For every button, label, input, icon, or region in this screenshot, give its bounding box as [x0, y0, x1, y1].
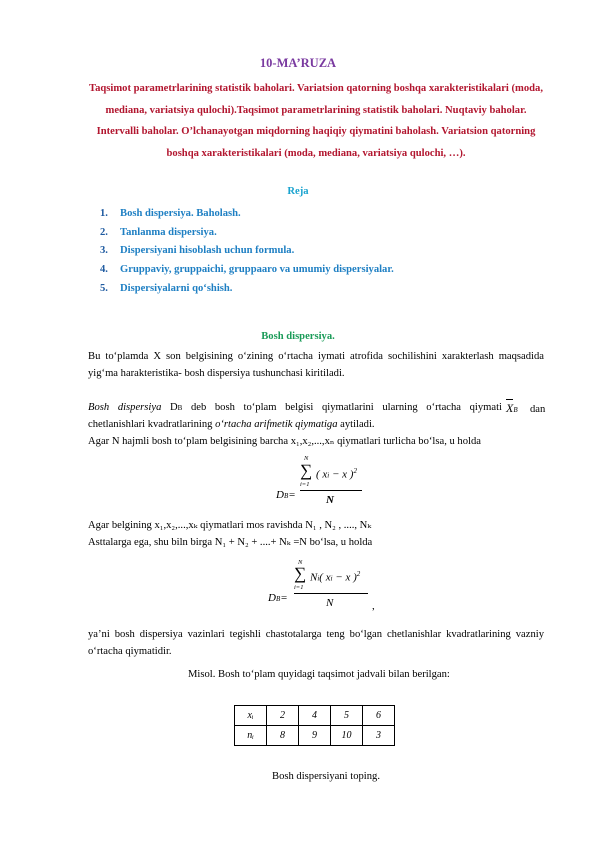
paragraph-definition-line2: chetlanishlari kvadratlarining o‘rtacha arifmetik qiymatiga aytiladi.: [88, 419, 375, 430]
formula1-denominator: N: [326, 494, 334, 506]
plan-heading: Reja: [287, 186, 309, 197]
fraction-bar: [294, 593, 368, 594]
plan-item: 4. Gruppaviy, gruppaichi, gruppaaro va umumiy dispersiyalar.: [100, 264, 394, 276]
formula2-sum-top: N: [298, 559, 303, 566]
table-cell: 6: [363, 706, 395, 726]
sum-icon: ∑: [300, 461, 313, 480]
table-cell: 8: [267, 726, 299, 746]
paragraph-condition: Agar N hajmli bosh to‘plam belgisining barcha x₁,x₂,...,xₙ qiymatlari turlicha bo‘lsa, u holda: [88, 436, 481, 447]
section-heading: Bosh dispersiya.: [261, 331, 335, 342]
distribution-table: [234, 705, 395, 746]
formula2-comma: ,: [372, 600, 375, 612]
paragraph-task: Bosh dispersiyani toping.: [272, 771, 380, 782]
table-cell-label: xᵢ: [235, 706, 267, 726]
fraction-bar: [300, 490, 362, 491]
formula1-sum-bottom: i=1: [300, 481, 310, 488]
formula2-numerator: Ni( xi − x )$^2$: [310, 570, 361, 584]
mean-symbol: XB: [506, 401, 518, 415]
sum-icon: ∑: [294, 564, 307, 583]
plan-item: 1. Bosh dispersiya. Baholash.: [100, 208, 241, 219]
plan-list: [100, 205, 394, 299]
table-cell: 2: [267, 706, 299, 726]
formula1-numerator: ( xi − x )$^2$: [316, 467, 357, 481]
paragraph-example: Misol. Bosh to‘plam quyidagi taqsimot jadvali bilan berilgan:: [188, 669, 450, 680]
formula1-lhs: DB=: [276, 489, 296, 501]
plan-item: 2. Tanlanma dispersiya.: [100, 226, 217, 238]
formula2-denominator: N: [326, 597, 334, 609]
formula1-sum-top: N: [304, 455, 309, 462]
plan-item: 3. Dispersiyani hisoblash uchun formula.: [100, 245, 295, 257]
definition-end: dan: [530, 404, 546, 415]
formula2-sum-bottom: i=1: [294, 584, 304, 591]
paragraph-frequencies: Agar belgining x₁,x₂,...,xₖ qiymatlari mos ravishda N₁ , N₂ , ...., Nₖ: [88, 520, 372, 531]
lecture-subtitle: Taqsimot parametrlarining statistik baholari. Variatsion qatorning boshqa xarakteristikalari (moda, mediana, variatsiya qulochi).Taqsimot parametrlarining statistik baholari. Nuqtaviy baholar. Intervalli baholar. O’lchanayotgan miqdorning haqiqiy qiymatini baholash. Variatsion qatorning boshqa xarakteristikalari (moda, mediana, variatsiya qulochi, …).: [88, 83, 543, 159]
table-cell: 10: [331, 726, 363, 746]
formula2-lhs: DB=: [268, 592, 288, 604]
lecture-title: 10-MA’RUZA: [259, 56, 337, 70]
paragraph-definition: Bosh dispersiya DB deb bosh to‘plam belgisi qiymatlarini ularning o‘rtacha qiymati: [88, 402, 502, 413]
plan-item: 5. Dispersiyalarni qo‘shish.: [100, 282, 233, 294]
paragraph-sum-condition: Asttalarga ega, shu biln birga N₁ + N₂ + ....+ Nₖ =N bo‘lsa, u holda: [88, 537, 373, 548]
table-cell: 4: [299, 706, 331, 726]
table-cell: 5: [331, 706, 363, 726]
paragraph-intro: Bu to‘plamda X son belgisining o‘zining o‘rtacha iymati atrofida sochilishini xarakterlash maqsadida yig‘ma harakteristika- bosh dispersiya tushunchasi kiritiladi.: [88, 351, 544, 379]
paragraph-explanation: ya’ni bosh dispersiya vazinlari tegishli chastotalarga teng bo‘lgan chetlanishlar kvadratlarining vazniy o‘rtacha qiymatidir.: [88, 629, 544, 657]
table-row: [235, 726, 395, 746]
table-cell-label: nᵢ: [235, 726, 267, 746]
table-cell: 9: [299, 726, 331, 746]
table-row: [235, 706, 395, 726]
table-cell: 3: [363, 726, 395, 746]
